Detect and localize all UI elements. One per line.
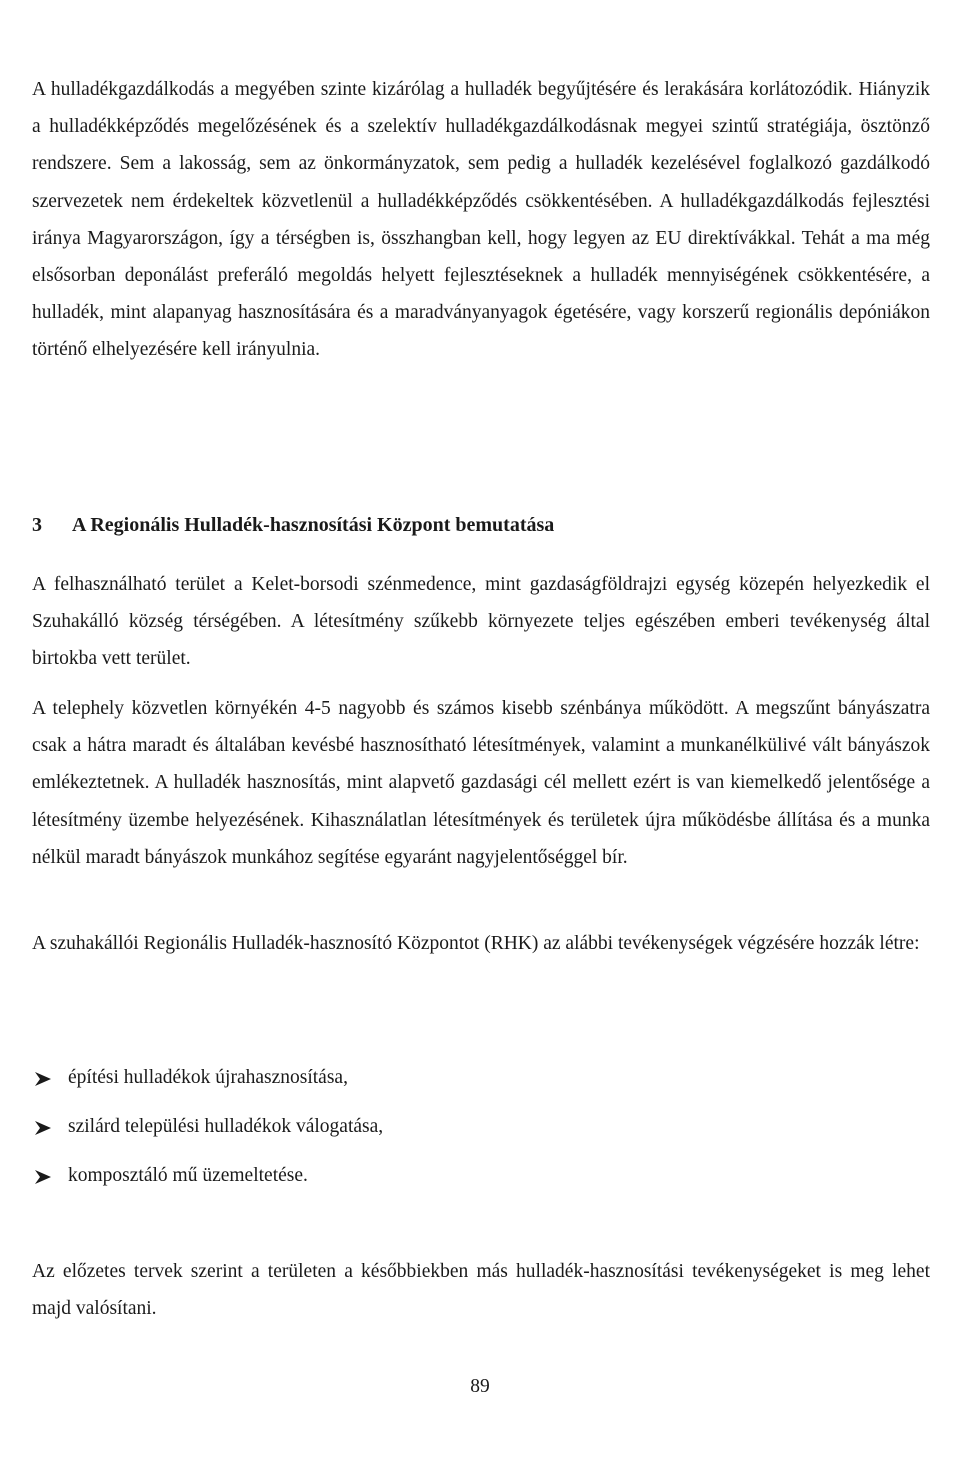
- activities-list: [32, 1059, 383, 1206]
- activities-intro-paragraph: A szuhakállói Regionális Hulladék-hasznosító Központot (RHK) az alábbi tevékenységek végzésére hozzák létre:: [32, 933, 920, 954]
- list-item: [32, 1157, 383, 1206]
- list-item-text: szilárd települési hulladékok válogatása,: [68, 1116, 384, 1137]
- section-heading: [32, 508, 554, 542]
- list-item: [32, 1059, 383, 1108]
- arrowhead-bullet-icon: [32, 1071, 68, 1087]
- list-item-text: építési hulladékok újrahasznosítása,: [68, 1067, 348, 1088]
- list-item-text: komposztáló mű üzemeltetése.: [68, 1165, 308, 1186]
- mining-paragraph: A telephely közvetlen környékén 4-5 nagyobb és számos kisebb szénbánya működött. A megszűnt bányászatra csak a hátra maradt és általában kevésbé hasznosítható létesítmények, valamint a munkanélkülivé vált bányászok emlékeztetnek. A hulladék hasznosítás, mint alapvető gazdasági cél mellett ezért is van kiemelkedő jelentősége a létesítmény üzembe helyezésének. Kihasználatlan létesítmények és területek újra működésbe állítása és a munka nélkül maradt bányászok munkához segítése egyaránt nagyjelentőséggel bír.: [32, 698, 930, 868]
- section-title: A Regionális Hulladék-hasznosítási Központ bemutatása: [72, 514, 555, 536]
- section-number: 3: [32, 514, 42, 536]
- list-item: [32, 1108, 383, 1157]
- page-number: 89: [470, 1376, 490, 1397]
- arrowhead-bullet-icon: [32, 1120, 68, 1136]
- intro-paragraph: A hulladékgazdálkodás a megyében szinte kizárólag a hulladék begyűjtésére és lerakására korlátozódik. Hiányzik a hulladékképződés megelőzésének és a szelektív hulladékgazdálkodásnak megyei szintű stratégiája, ösztönző rendszere. Sem a lakosság, sem az önkormányzatok, sem pedig a hulladék kezelésével foglalkozó gazdálkodó szervezetek nem érdekeltek közvetlenül a hulladékképződés csökkentésében. A hulladékgazdálkodás fejlesztési iránya Magyarországon, így a térségben is, összhangban kell, hogy legyen az EU direktívákkal. Tehát a ma még elsősorban deponálást preferáló megoldás helyett fejlesztéseknek a hulladék mennyiségének csökkentésére, a hulladék, mint alapanyag hasznosítására és a maradványanyagok égetésére, vagy korszerű regionális depóniákon történő elhelyezésére kell irányulnia.: [32, 79, 930, 361]
- future-paragraph: Az előzetes tervek szerint a területen a későbbiekben más hulladék-hasznosítási tevékenységeket is meg lehet majd valósítani.: [32, 1261, 930, 1320]
- arrowhead-bullet-icon: [32, 1169, 68, 1185]
- location-paragraph: A felhasználható terület a Kelet-borsodi szénmedence, mint gazdaságföldrajzi egység közepén helyezkedik el Szuhakálló község térségében. A létesítmény szűkebb környezete teljes egészében emberi tevékenység által birtokba vett terület.: [32, 574, 930, 670]
